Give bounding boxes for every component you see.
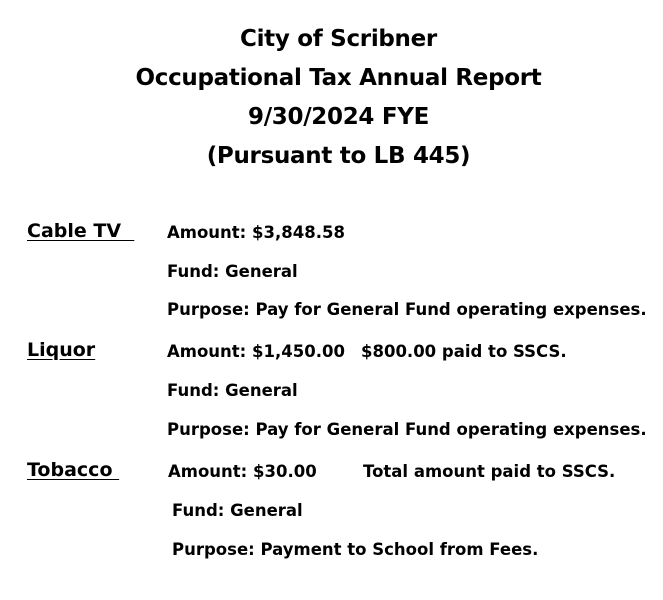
- amount-cable-tv: Amount: $3,848.58: [167, 223, 345, 242]
- section-label-liquor: Liquor: [27, 339, 96, 361]
- title-city: City of Scribner: [240, 26, 437, 52]
- purpose-cable-tv: Purpose: Pay for General Fund operating expenses.: [167, 300, 647, 319]
- fund-liquor: Fund: General: [167, 381, 298, 400]
- fund-tobacco: Fund: General: [172, 501, 303, 520]
- amount-liquor: Amount: $1,450.00: [167, 342, 345, 361]
- purpose-liquor: Purpose: Pay for General Fund operating expenses.: [167, 420, 647, 439]
- section-label-cable-tv: Cable TV: [27, 220, 122, 242]
- section-label-tobacco: Tobacco: [27, 459, 113, 481]
- note-liquor: $800.00 paid to SSCS.: [361, 342, 567, 361]
- amount-tobacco: Amount: $30.00: [168, 462, 317, 481]
- fund-cable-tv: Fund: General: [167, 262, 298, 281]
- title-statute: (Pursuant to LB 445): [206, 143, 471, 169]
- note-tobacco: Total amount paid to SSCS.: [363, 462, 616, 481]
- purpose-tobacco: Purpose: Payment to School from Fees.: [172, 540, 539, 559]
- title-fiscal-year: 9/30/2024 FYE: [247, 104, 429, 130]
- title-report-name: Occupational Tax Annual Report: [135, 65, 542, 91]
